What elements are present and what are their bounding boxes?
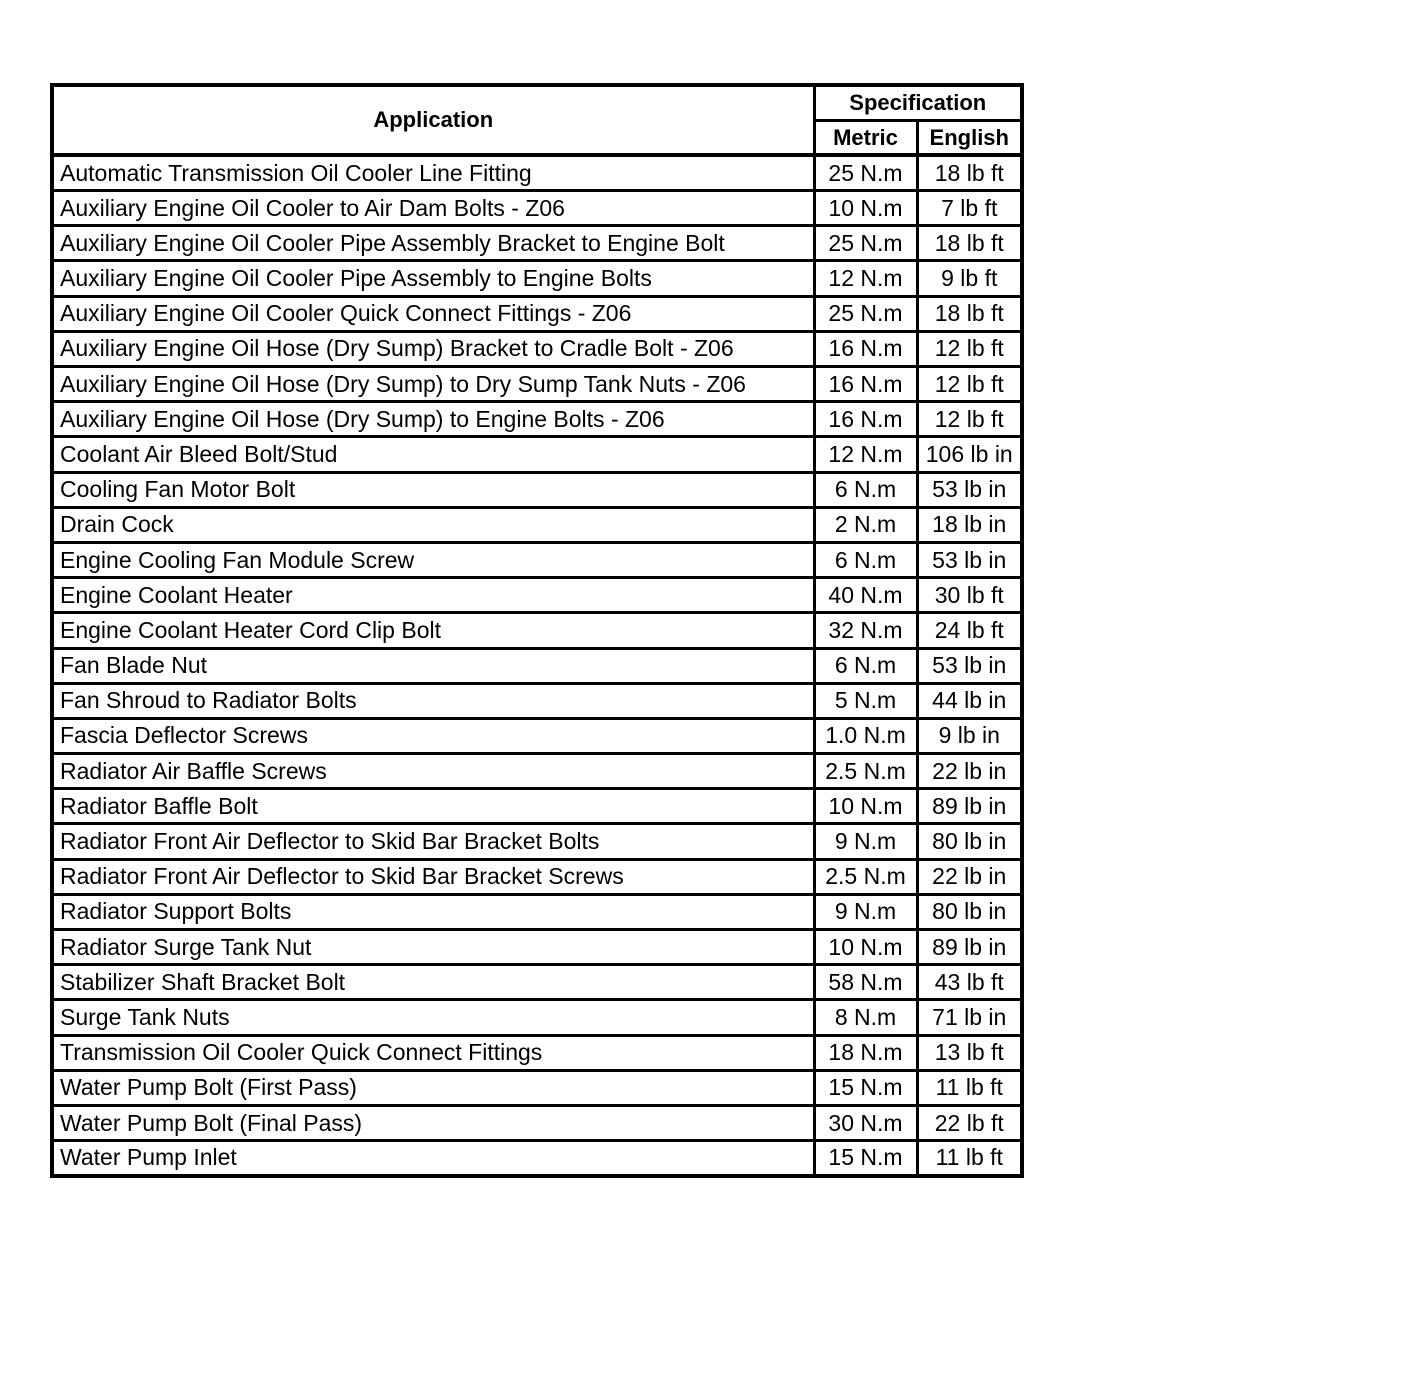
table-row	[52, 1035, 1022, 1070]
metric-value-cell: 18 N.m	[814, 1035, 917, 1070]
metric-value-cell: 9 N.m	[814, 894, 917, 929]
table-row	[52, 437, 1022, 472]
english-value-cell: 12 lb ft	[917, 367, 1022, 402]
table-row	[52, 683, 1022, 718]
metric-value-cell: 25 N.m	[814, 155, 917, 190]
english-value-cell: 89 lb in	[917, 930, 1022, 965]
specification-column-header: Specification	[814, 85, 1022, 120]
table-body	[52, 155, 1022, 1175]
english-value-cell: 30 lb ft	[917, 578, 1022, 613]
metric-value-cell: 25 N.m	[814, 296, 917, 331]
english-value-cell: 43 lb ft	[917, 965, 1022, 1000]
application-cell: Transmission Oil Cooler Quick Connect Fittings	[52, 1035, 814, 1070]
english-value-cell: 18 lb ft	[917, 296, 1022, 331]
metric-value-cell: 12 N.m	[814, 261, 917, 296]
table-row	[52, 472, 1022, 507]
application-cell: Radiator Support Bolts	[52, 894, 814, 929]
english-value-cell: 53 lb in	[917, 542, 1022, 577]
table-row	[52, 1105, 1022, 1140]
english-value-cell: 12 lb ft	[917, 402, 1022, 437]
table-row	[52, 1141, 1022, 1176]
application-cell: Coolant Air Bleed Bolt/Stud	[52, 437, 814, 472]
english-value-cell: 9 lb in	[917, 718, 1022, 753]
table-row	[52, 507, 1022, 542]
application-cell: Water Pump Bolt (Final Pass)	[52, 1105, 814, 1140]
table-header	[52, 85, 1022, 155]
english-value-cell: 22 lb in	[917, 859, 1022, 894]
english-value-cell: 53 lb in	[917, 472, 1022, 507]
metric-value-cell: 25 N.m	[814, 226, 917, 261]
english-value-cell: 80 lb in	[917, 824, 1022, 859]
application-cell: Auxiliary Engine Oil Hose (Dry Sump) Bracket to Cradle Bolt - Z06	[52, 331, 814, 366]
application-cell: Auxiliary Engine Oil Cooler Pipe Assembly Bracket to Engine Bolt	[52, 226, 814, 261]
table-row	[52, 367, 1022, 402]
english-value-cell: 24 lb ft	[917, 613, 1022, 648]
metric-value-cell: 10 N.m	[814, 789, 917, 824]
metric-value-cell: 6 N.m	[814, 472, 917, 507]
application-cell: Fan Shroud to Radiator Bolts	[52, 683, 814, 718]
application-cell: Fascia Deflector Screws	[52, 718, 814, 753]
metric-value-cell: 15 N.m	[814, 1070, 917, 1105]
application-cell: Drain Cock	[52, 507, 814, 542]
english-value-cell: 12 lb ft	[917, 331, 1022, 366]
metric-value-cell: 15 N.m	[814, 1141, 917, 1176]
table-row	[52, 1000, 1022, 1035]
english-value-cell: 18 lb ft	[917, 226, 1022, 261]
english-value-cell: 89 lb in	[917, 789, 1022, 824]
metric-value-cell: 12 N.m	[814, 437, 917, 472]
english-value-cell: 11 lb ft	[917, 1141, 1022, 1176]
english-value-cell: 13 lb ft	[917, 1035, 1022, 1070]
application-cell: Surge Tank Nuts	[52, 1000, 814, 1035]
application-cell: Auxiliary Engine Oil Cooler to Air Dam Bolts - Z06	[52, 191, 814, 226]
metric-value-cell: 10 N.m	[814, 930, 917, 965]
application-cell: Stabilizer Shaft Bracket Bolt	[52, 965, 814, 1000]
metric-value-cell: 16 N.m	[814, 402, 917, 437]
english-value-cell: 106 lb in	[917, 437, 1022, 472]
english-column-header: English	[917, 120, 1022, 155]
application-cell: Engine Coolant Heater Cord Clip Bolt	[52, 613, 814, 648]
application-cell: Automatic Transmission Oil Cooler Line Fitting	[52, 155, 814, 190]
table-row	[52, 261, 1022, 296]
application-cell: Auxiliary Engine Oil Hose (Dry Sump) to Dry Sump Tank Nuts - Z06	[52, 367, 814, 402]
metric-value-cell: 9 N.m	[814, 824, 917, 859]
table-row	[52, 578, 1022, 613]
metric-value-cell: 5 N.m	[814, 683, 917, 718]
metric-value-cell: 16 N.m	[814, 367, 917, 402]
english-value-cell: 22 lb in	[917, 754, 1022, 789]
application-cell: Water Pump Bolt (First Pass)	[52, 1070, 814, 1105]
table-row	[52, 754, 1022, 789]
english-value-cell: 7 lb ft	[917, 191, 1022, 226]
application-cell: Engine Coolant Heater	[52, 578, 814, 613]
table-row	[52, 930, 1022, 965]
metric-value-cell: 6 N.m	[814, 542, 917, 577]
english-value-cell: 9 lb ft	[917, 261, 1022, 296]
application-cell: Auxiliary Engine Oil Cooler Quick Connect Fittings - Z06	[52, 296, 814, 331]
table-row	[52, 155, 1022, 190]
application-cell: Water Pump Inlet	[52, 1141, 814, 1176]
english-value-cell: 22 lb ft	[917, 1105, 1022, 1140]
english-value-cell: 44 lb in	[917, 683, 1022, 718]
metric-value-cell: 2.5 N.m	[814, 859, 917, 894]
application-cell: Fan Blade Nut	[52, 648, 814, 683]
table-row	[52, 542, 1022, 577]
metric-value-cell: 1.0 N.m	[814, 718, 917, 753]
application-cell: Auxiliary Engine Oil Hose (Dry Sump) to Engine Bolts - Z06	[52, 402, 814, 437]
metric-value-cell: 32 N.m	[814, 613, 917, 648]
metric-value-cell: 6 N.m	[814, 648, 917, 683]
metric-value-cell: 8 N.m	[814, 1000, 917, 1035]
table-row	[52, 824, 1022, 859]
application-cell: Radiator Front Air Deflector to Skid Bar Bracket Screws	[52, 859, 814, 894]
application-cell: Radiator Front Air Deflector to Skid Bar Bracket Bolts	[52, 824, 814, 859]
table-row	[52, 718, 1022, 753]
application-cell: Radiator Surge Tank Nut	[52, 930, 814, 965]
metric-value-cell: 2 N.m	[814, 507, 917, 542]
table-row	[52, 331, 1022, 366]
table-row	[52, 296, 1022, 331]
application-cell: Radiator Air Baffle Screws	[52, 754, 814, 789]
fastener-specification-table	[50, 83, 1024, 1178]
table-row	[52, 402, 1022, 437]
table-row	[52, 1070, 1022, 1105]
application-cell: Auxiliary Engine Oil Cooler Pipe Assembly to Engine Bolts	[52, 261, 814, 296]
application-column-header: Application	[52, 85, 814, 155]
english-value-cell: 53 lb in	[917, 648, 1022, 683]
table-row	[52, 859, 1022, 894]
application-cell: Engine Cooling Fan Module Screw	[52, 542, 814, 577]
table-row	[52, 789, 1022, 824]
metric-value-cell: 2.5 N.m	[814, 754, 917, 789]
metric-value-cell: 10 N.m	[814, 191, 917, 226]
table-row	[52, 965, 1022, 1000]
english-value-cell: 18 lb in	[917, 507, 1022, 542]
table-row	[52, 226, 1022, 261]
english-value-cell: 18 lb ft	[917, 155, 1022, 190]
english-value-cell: 11 lb ft	[917, 1070, 1022, 1105]
metric-value-cell: 40 N.m	[814, 578, 917, 613]
english-value-cell: 80 lb in	[917, 894, 1022, 929]
table-row	[52, 894, 1022, 929]
table-row	[52, 648, 1022, 683]
metric-value-cell: 16 N.m	[814, 331, 917, 366]
english-value-cell: 71 lb in	[917, 1000, 1022, 1035]
metric-value-cell: 30 N.m	[814, 1105, 917, 1140]
application-cell: Cooling Fan Motor Bolt	[52, 472, 814, 507]
table-row	[52, 613, 1022, 648]
metric-value-cell: 58 N.m	[814, 965, 917, 1000]
metric-column-header: Metric	[814, 120, 917, 155]
table-row	[52, 191, 1022, 226]
application-cell: Radiator Baffle Bolt	[52, 789, 814, 824]
